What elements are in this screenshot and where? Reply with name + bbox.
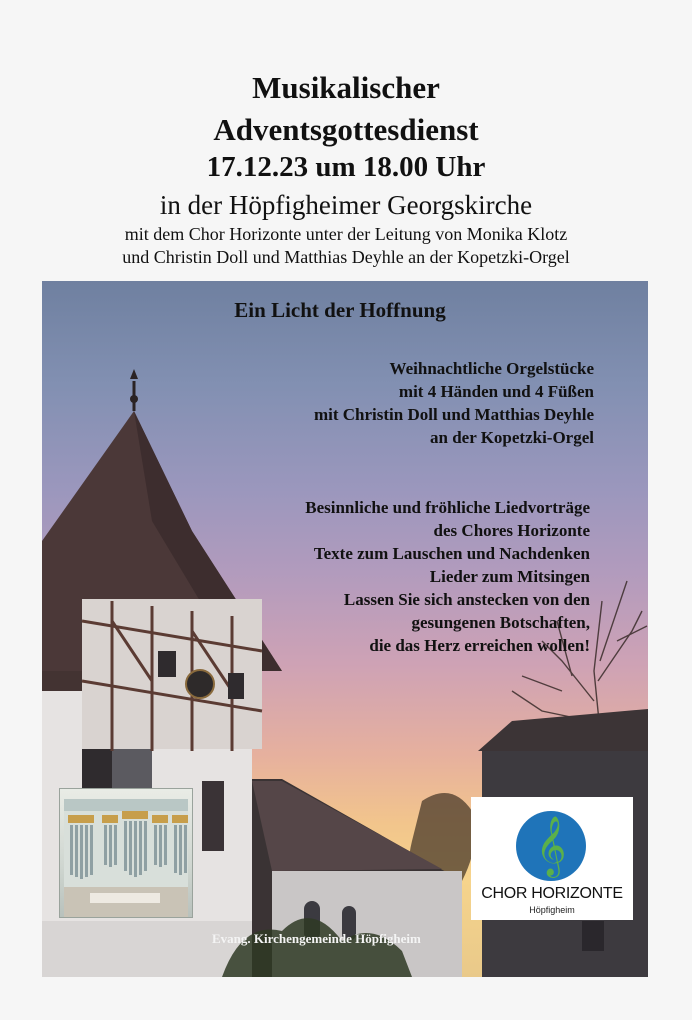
logo-circle — [516, 811, 586, 881]
poster-subtitle: Ein Licht der Hoffnung — [234, 298, 446, 322]
organ-pieces-text — [314, 357, 594, 449]
text-line: Weihnachtliche Orgelstücke — [389, 359, 594, 378]
choir-program-text — [305, 496, 590, 657]
text-line: mit Christin Doll und Matthias Deyhle — [313, 405, 594, 424]
text-line: Lieder zum Mitsingen — [429, 567, 590, 586]
title-line-1: Musikalischer — [252, 70, 440, 105]
chor-horizonte-logo — [471, 797, 633, 920]
credit-line-2: und Christin Doll und Matthias Deyhle an der Kopetzki-Orgel — [122, 247, 570, 267]
text-line: an der Kopetzki-Orgel — [430, 428, 594, 447]
text-line: Texte zum Lauschen und Nachdenken — [313, 544, 590, 563]
logo-name: CHOR HORIZONTE — [481, 885, 623, 902]
treble-clef-icon: 𝄞 — [535, 816, 567, 876]
text-line: Lassen Sie sich anstecken von den — [343, 590, 590, 609]
parish-name: Evang. Kirchengemeinde Höpfigheim — [212, 931, 421, 946]
text-line: Besinnliche und fröhliche Liedvorträge — [305, 498, 590, 517]
pipe-organ-image — [59, 788, 193, 918]
event-datetime: 17.12.23 um 18.00 Uhr — [206, 151, 486, 183]
logo-place: Höpfigheim — [529, 905, 575, 915]
credit-line-1: mit dem Chor Horizonte unter der Leitung von Monika Klotz — [124, 224, 568, 244]
title-line-2: Adventsgottesdienst — [213, 112, 479, 147]
event-location: in der Höpfigheimer Georgskirche — [159, 190, 533, 220]
church-photo — [42, 281, 648, 977]
text-line: des Chores Horizonte — [433, 521, 590, 540]
text-line: gesungenen Botschaften, — [411, 613, 590, 632]
text-line: die das Herz erreichen wollen! — [369, 636, 590, 655]
text-line: mit 4 Händen und 4 Füßen — [398, 382, 594, 401]
